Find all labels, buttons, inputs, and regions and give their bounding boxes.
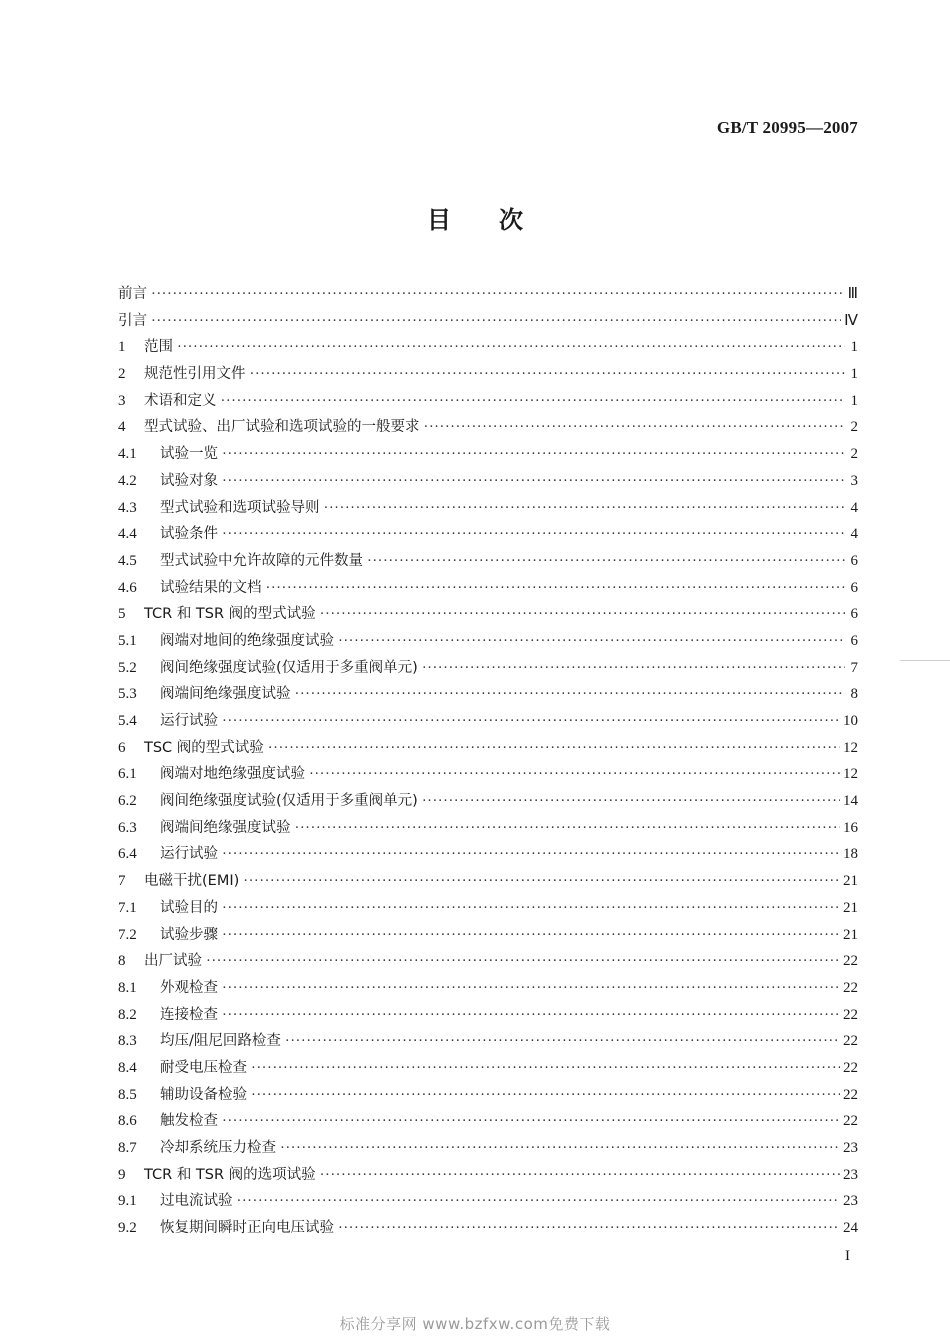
toc-entry-number: 8.6 <box>118 1113 137 1130</box>
toc-entry-number: 4.5 <box>118 552 137 569</box>
toc-dot-leader <box>222 526 845 543</box>
toc-entry-number: 8.3 <box>118 1033 137 1050</box>
toc-entry[interactable] <box>118 842 858 869</box>
toc-entry-number: 8.2 <box>118 1006 137 1023</box>
toc-entry[interactable] <box>118 1056 858 1083</box>
toc-entry-number: 7.2 <box>118 926 137 943</box>
toc-entry-title: 电磁干扰(EMI) <box>144 873 240 890</box>
toc-entry-page: 22 <box>843 953 858 970</box>
toc-entry-title: 试验目的 <box>160 899 218 916</box>
toc-dot-leader <box>251 1087 840 1104</box>
toc-entry[interactable] <box>118 1083 858 1110</box>
toc-dot-leader <box>320 606 845 623</box>
toc-entry[interactable] <box>118 389 858 416</box>
toc-entry[interactable] <box>118 576 858 603</box>
toc-dot-leader <box>295 686 846 703</box>
toc-entry[interactable] <box>118 923 858 950</box>
toc-entry[interactable] <box>118 522 858 549</box>
toc-entry-title: 运行试验 <box>160 713 218 729</box>
standard-code: GB/T 20995—2007 <box>716 118 858 137</box>
toc-entry[interactable] <box>118 709 858 736</box>
toc-entry-number: 8.4 <box>118 1059 137 1076</box>
toc-entry-title: 触发检查 <box>160 1113 218 1130</box>
toc-entry-title: 辅助设备检验 <box>160 1086 247 1103</box>
toc-entry-number: 5 <box>118 606 126 623</box>
toc-entry-number: 6.1 <box>118 766 137 783</box>
toc-dot-leader <box>424 419 846 436</box>
toc-entry[interactable] <box>118 896 858 923</box>
toc-dot-leader <box>222 980 840 997</box>
toc-entry-title: 恢复期间瞬时正向电压试验 <box>160 1220 334 1237</box>
toc-entry-number: 4.3 <box>118 499 137 516</box>
toc-entry-title: TCR 和 TSR 阀的选项试验 <box>144 1166 316 1183</box>
toc-dot-leader <box>422 793 840 810</box>
toc-dot-leader <box>151 286 845 303</box>
toc-entry-title: 术语和定义 <box>144 392 217 409</box>
toc-entry-page: 4 <box>850 526 858 543</box>
toc-entry[interactable] <box>118 1029 858 1056</box>
toc-entry-title: 型式试验和选项试验导则 <box>160 499 320 516</box>
toc-entry-number: 9.1 <box>118 1193 137 1210</box>
toc-entry[interactable] <box>118 1003 858 1030</box>
toc-entry-number: 4.4 <box>118 526 137 543</box>
toc-entry-title: 型式试验、出厂试验和选项试验的一般要求 <box>144 419 420 436</box>
toc-entry-number: 5.1 <box>118 632 137 649</box>
toc-entry[interactable] <box>118 949 858 976</box>
toc-entry[interactable] <box>118 362 858 389</box>
toc-entry-page: Ⅳ <box>844 312 858 329</box>
toc-entry[interactable] <box>118 762 858 789</box>
toc-dot-leader <box>222 927 840 944</box>
toc-entry-number: 4 <box>118 419 126 436</box>
toc-entry-title: 范围 <box>144 339 173 356</box>
toc-entry-number: 8.7 <box>118 1140 137 1156</box>
toc-entry-title: 规范性引用文件 <box>144 366 246 383</box>
toc-entry-page: 10 <box>843 713 858 729</box>
toc-entry-page: 1 <box>850 392 858 409</box>
toc-entry-number: 2 <box>118 366 126 383</box>
toc-dot-leader <box>422 660 845 677</box>
toc-entry-page: 18 <box>843 846 858 863</box>
toc-dot-leader <box>222 713 840 730</box>
toc-entry-page: 22 <box>843 1006 858 1023</box>
toc-dot-leader <box>222 446 845 463</box>
toc-entry-page: 6 <box>850 632 858 649</box>
toc-dot-leader <box>243 873 840 890</box>
toc-entry-title: 过电流试验 <box>160 1193 233 1210</box>
toc-entry[interactable] <box>118 789 858 816</box>
toc-entry[interactable] <box>118 869 858 896</box>
toc-entry-page: 1 <box>850 366 858 383</box>
toc-entry-number: 6.4 <box>118 846 137 863</box>
toc-entry-page: 2 <box>850 419 858 436</box>
toc-entry-page: 16 <box>843 819 858 836</box>
toc-entry-title: 前言 <box>118 286 147 302</box>
toc-entry-number: 6.3 <box>118 819 137 836</box>
toc-dot-leader <box>338 633 845 650</box>
toc-entry-number: 5.3 <box>118 686 137 703</box>
toc-entry-title: 阀间绝缘强度试验(仅适用于多重阀单元) <box>160 793 418 810</box>
toc-entry-page: 8 <box>850 686 858 703</box>
toc-dot-leader <box>237 1193 841 1210</box>
toc-entry-page: 24 <box>843 1220 858 1237</box>
toc-entry[interactable] <box>118 736 858 763</box>
scan-artifact-line <box>900 660 950 661</box>
toc-entry-title: 均压/阻尼回路检查 <box>160 1033 281 1050</box>
toc-entry[interactable] <box>118 629 858 656</box>
toc-entry[interactable] <box>118 976 858 1003</box>
toc-dot-leader <box>338 1220 840 1237</box>
toc-entry-number: 6 <box>118 739 126 756</box>
toc-dot-leader <box>151 313 841 330</box>
toc-entry-title: TSC 阀的型式试验 <box>144 739 264 756</box>
toc-dot-leader <box>309 766 840 783</box>
toc-dot-leader <box>320 1167 840 1184</box>
toc-dot-leader <box>280 1140 840 1157</box>
toc-entry-number: 4.6 <box>118 579 137 596</box>
table-of-contents <box>118 282 858 1243</box>
toc-entry-page: 12 <box>843 766 858 783</box>
toc-entry[interactable] <box>118 469 858 496</box>
toc-entry[interactable] <box>118 442 858 469</box>
toc-entry-number: 8 <box>118 953 126 970</box>
toc-dot-leader <box>266 580 846 597</box>
toc-entry-title: 连接检查 <box>160 1006 218 1023</box>
toc-dot-leader <box>222 1007 840 1024</box>
toc-entry-number: 9.2 <box>118 1220 137 1237</box>
toc-entry-title: 阀间绝缘强度试验(仅适用于多重阀单元) <box>160 659 418 676</box>
toc-entry-page: 2 <box>850 446 858 463</box>
toc-entry-page: 6 <box>850 552 858 569</box>
toc-entry-page: 23 <box>843 1193 858 1210</box>
watermark: 标准分享网 www.bzfxw.com免费下载 <box>339 1315 611 1333</box>
toc-entry-title: 阀端间绝缘强度试验 <box>160 819 291 836</box>
toc-dot-leader <box>222 900 840 917</box>
toc-entry-title: 试验一览 <box>160 446 218 463</box>
toc-entry-number: 8.5 <box>118 1086 137 1103</box>
toc-entry[interactable] <box>118 496 858 523</box>
toc-entry-page: 21 <box>843 873 858 890</box>
toc-entry-page: 6 <box>850 606 858 623</box>
toc-entry-page: 4 <box>850 499 858 516</box>
toc-dot-leader <box>222 473 845 490</box>
toc-dot-leader <box>206 953 840 970</box>
toc-entry-page: 23 <box>843 1166 858 1183</box>
toc-entry[interactable] <box>118 656 858 683</box>
toc-entry[interactable] <box>118 309 858 336</box>
toc-dot-leader <box>222 1113 840 1130</box>
toc-entry[interactable] <box>118 549 858 576</box>
toc-entry-title: 阀端间绝缘强度试验 <box>160 686 291 703</box>
toc-entry-title: 试验结果的文档 <box>160 579 262 596</box>
toc-dot-leader <box>268 740 840 757</box>
toc-entry-page: 12 <box>843 739 858 756</box>
toc-entry-number: 8.1 <box>118 979 137 996</box>
toc-entry-number: 5.2 <box>118 659 137 676</box>
toc-dot-leader <box>324 500 846 517</box>
toc-entry-page: 6 <box>850 579 858 596</box>
toc-entry-number: 9 <box>118 1166 126 1183</box>
toc-entry-page: 23 <box>843 1140 858 1156</box>
toc-entry-title: TCR 和 TSR 阀的型式试验 <box>144 606 316 623</box>
toc-entry[interactable] <box>118 1163 858 1190</box>
toc-entry-title: 冷却系统压力检查 <box>160 1140 276 1156</box>
toc-entry-number: 4.2 <box>118 472 137 489</box>
toc-entry-page: 22 <box>843 1113 858 1130</box>
toc-dot-leader <box>177 339 845 356</box>
toc-entry-title: 运行试验 <box>160 846 218 863</box>
toc-entry-title: 试验对象 <box>160 472 218 489</box>
toc-entry[interactable] <box>118 1216 858 1243</box>
toc-dot-leader <box>285 1033 840 1050</box>
toc-entry-number: 1 <box>118 339 126 356</box>
toc-entry[interactable] <box>118 682 858 709</box>
toc-entry[interactable] <box>118 1109 858 1136</box>
toc-entry-number: 3 <box>118 392 126 409</box>
toc-entry-number: 4.1 <box>118 446 137 463</box>
toc-entry-title: 出厂试验 <box>144 953 202 970</box>
toc-entry-page: Ⅲ <box>847 286 858 302</box>
toc-entry-title: 型式试验中允许故障的元件数量 <box>160 552 363 569</box>
toc-entry-page: 22 <box>843 1086 858 1103</box>
toc-entry-page: 14 <box>843 793 858 810</box>
toc-dot-leader <box>222 846 840 863</box>
toc-entry-title: 外观检查 <box>160 979 218 996</box>
page-number: I <box>845 1248 850 1264</box>
toc-entry[interactable] <box>118 282 858 309</box>
toc-entry[interactable] <box>118 816 858 843</box>
toc-entry-page: 1 <box>850 339 858 356</box>
toc-entry[interactable] <box>118 335 858 362</box>
toc-entry-number: 5.4 <box>118 713 137 729</box>
toc-entry-title: 引言 <box>118 312 147 329</box>
toc-entry[interactable] <box>118 1136 858 1163</box>
toc-entry-page: 7 <box>850 659 858 676</box>
toc-entry-title: 耐受电压检查 <box>160 1059 247 1076</box>
toc-entry[interactable] <box>118 602 858 629</box>
toc-entry-number: 7.1 <box>118 899 137 916</box>
toc-dot-leader <box>295 820 841 837</box>
toc-dot-leader <box>367 553 845 570</box>
toc-entry-page: 22 <box>843 1033 858 1050</box>
toc-entry-number: 6.2 <box>118 793 137 810</box>
page-title: 目次 <box>427 206 571 234</box>
toc-entry-page: 21 <box>843 926 858 943</box>
toc-dot-leader <box>251 1060 840 1077</box>
toc-entry[interactable] <box>118 415 858 442</box>
toc-entry-title: 阀端对地间的绝缘强度试验 <box>160 632 334 649</box>
toc-dot-leader <box>250 366 846 383</box>
toc-entry-page: 21 <box>843 899 858 916</box>
toc-entry-page: 22 <box>843 1059 858 1076</box>
toc-entry-page: 3 <box>850 472 858 489</box>
toc-entry-title: 阀端对地绝缘强度试验 <box>160 766 305 783</box>
toc-entry[interactable] <box>118 1189 858 1216</box>
toc-entry-title: 试验步骤 <box>160 926 218 943</box>
toc-entry-page: 22 <box>843 979 858 996</box>
toc-dot-leader <box>221 393 846 410</box>
toc-entry-number: 7 <box>118 873 126 890</box>
toc-entry-title: 试验条件 <box>160 526 218 543</box>
